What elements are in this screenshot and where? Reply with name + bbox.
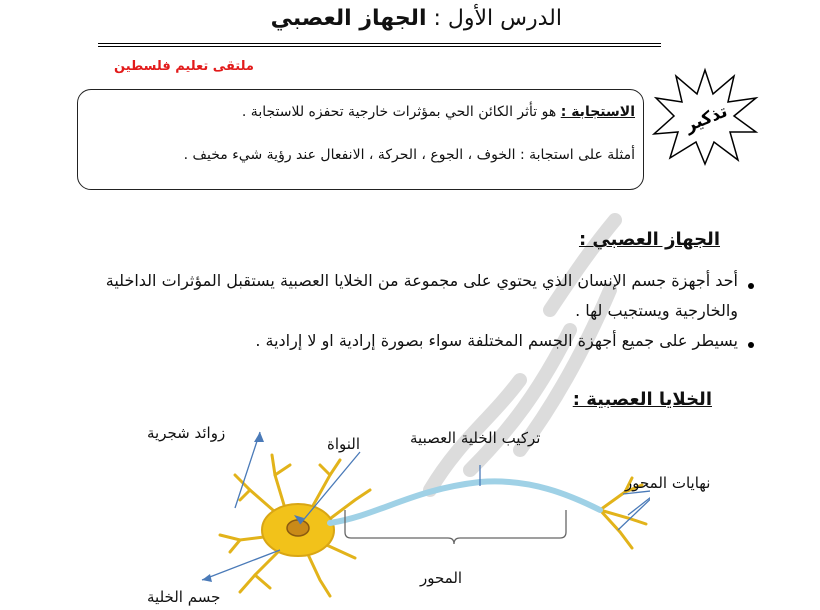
page-title [271,6,562,31]
lesson-title: الجهاز العصبي [270,6,427,31]
lesson-prefix: الدرس الأول : [433,6,562,31]
label-axon-endings: نهايات المحور [625,474,711,492]
label-nucleus: النواة [327,435,361,453]
axon-shape [330,481,600,523]
title-rule [98,43,661,44]
diagram-title: تركيب الخلية العصبية [410,429,541,447]
bullet-dot [748,283,754,289]
reminder-burst-icon [650,66,760,166]
nervous-system-heading: الجهاز العصبي : [578,229,720,250]
reminder-badge: تذكير [682,101,731,137]
bullet1-line2: والخارجية ويستجيب لها . [575,301,738,320]
label-axon: المحور [420,569,463,587]
response-text: هو تأثر الكائن الحي بمؤثرات خارجية تحفزه للاستجابة . [241,104,557,120]
site-label: ملتقى تعليم فلسطين [114,59,254,74]
nucleus-shape [287,520,309,536]
neurons-heading: الخلايا العصبية : [572,389,712,410]
response-examples: أمثلة على استجابة : الخوف ، الجوع ، الحركة ، الانفعال عند رؤية شيء مخيف . [183,147,635,163]
title-rule-second [98,46,661,47]
bullet2-text: يسيطر على جميع أجهزة الجسم المختلفة سواء بصورة إرادية او لا إرادية . [255,331,738,350]
bullet-dot [748,342,754,348]
response-term: الاستجابة : [560,104,635,120]
response-definition [242,104,635,120]
neuron-diagram [180,420,650,610]
label-cell-body: جسم الخلية [147,588,221,606]
label-dendrites: زوائد شجرية [147,424,226,442]
bullet1-line1: أحد أجهزة جسم الإنسان الذي يحتوي على مجموعة من الخلايا العصبية يستقبل المؤثرات الداخلية [105,271,738,290]
